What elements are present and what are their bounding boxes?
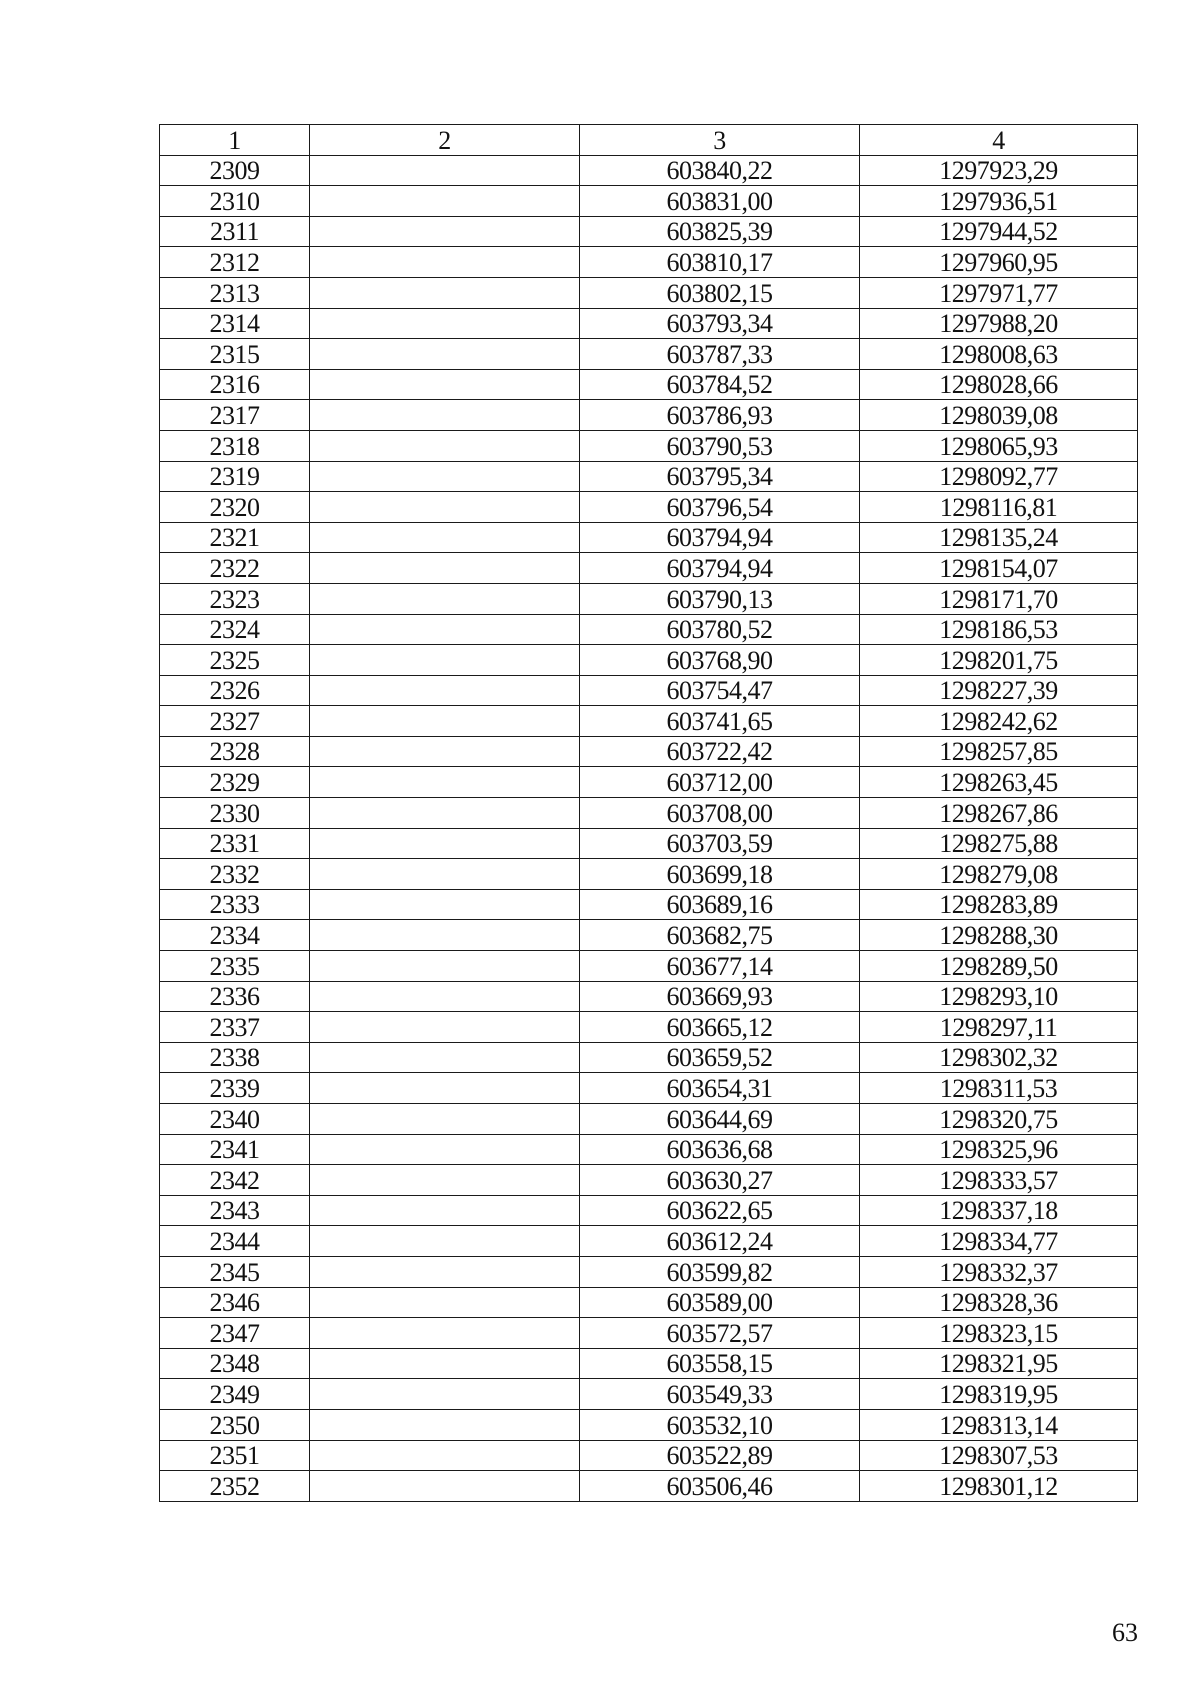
description-cell	[310, 247, 580, 278]
x-coordinate-cell: 603572,57	[580, 1318, 860, 1349]
description-cell	[310, 1165, 580, 1196]
y-coordinate-cell: 1298201,75	[860, 645, 1138, 676]
y-coordinate-cell: 1298328,36	[860, 1287, 1138, 1318]
x-coordinate-cell: 603549,33	[580, 1379, 860, 1410]
x-coordinate-cell: 603669,93	[580, 981, 860, 1012]
y-coordinate-cell: 1298307,53	[860, 1440, 1138, 1471]
table-row	[160, 767, 1138, 798]
x-coordinate-cell: 603506,46	[580, 1471, 860, 1502]
description-cell	[310, 736, 580, 767]
table-row	[160, 492, 1138, 523]
point-number-cell: 2330	[160, 798, 310, 829]
y-coordinate-cell: 1298186,53	[860, 614, 1138, 645]
table-row	[160, 1256, 1138, 1287]
y-coordinate-cell: 1298302,32	[860, 1042, 1138, 1073]
table-header-row	[160, 125, 1138, 156]
y-coordinate-cell: 1298257,85	[860, 736, 1138, 767]
description-cell	[310, 461, 580, 492]
table-row	[160, 1042, 1138, 1073]
description-cell	[310, 339, 580, 370]
y-coordinate-cell: 1298288,30	[860, 920, 1138, 951]
y-coordinate-cell: 1297960,95	[860, 247, 1138, 278]
x-coordinate-cell: 603768,90	[580, 645, 860, 676]
point-number-cell: 2322	[160, 553, 310, 584]
x-coordinate-cell: 603810,17	[580, 247, 860, 278]
x-coordinate-cell: 603780,52	[580, 614, 860, 645]
point-number-cell: 2348	[160, 1348, 310, 1379]
point-number-cell: 2324	[160, 614, 310, 645]
x-coordinate-cell: 603522,89	[580, 1440, 860, 1471]
description-cell	[310, 1348, 580, 1379]
description-cell	[310, 400, 580, 431]
table-row	[160, 1471, 1138, 1502]
description-cell	[310, 1104, 580, 1135]
table-row	[160, 951, 1138, 982]
x-coordinate-cell: 603787,33	[580, 339, 860, 370]
table-row	[160, 614, 1138, 645]
point-number-cell: 2351	[160, 1440, 310, 1471]
x-coordinate-cell: 603708,00	[580, 798, 860, 829]
point-number-cell: 2319	[160, 461, 310, 492]
column-header-2: 2	[310, 125, 580, 156]
point-number-cell: 2337	[160, 1012, 310, 1043]
y-coordinate-cell: 1298135,24	[860, 522, 1138, 553]
column-header-4: 4	[860, 125, 1138, 156]
x-coordinate-cell: 603802,15	[580, 277, 860, 308]
point-number-cell: 2320	[160, 492, 310, 523]
description-cell	[310, 798, 580, 829]
column-header-3: 3	[580, 125, 860, 156]
x-coordinate-cell: 603831,00	[580, 186, 860, 217]
table-row	[160, 1348, 1138, 1379]
y-coordinate-cell: 1297936,51	[860, 186, 1138, 217]
description-cell	[310, 645, 580, 676]
table-row	[160, 1440, 1138, 1471]
y-coordinate-cell: 1298227,39	[860, 675, 1138, 706]
x-coordinate-cell: 603532,10	[580, 1409, 860, 1440]
x-coordinate-cell: 603659,52	[580, 1042, 860, 1073]
y-coordinate-cell: 1298337,18	[860, 1195, 1138, 1226]
x-coordinate-cell: 603699,18	[580, 859, 860, 890]
table-row	[160, 981, 1138, 1012]
y-coordinate-cell: 1298279,08	[860, 859, 1138, 890]
table-row	[160, 553, 1138, 584]
y-coordinate-cell: 1298283,89	[860, 889, 1138, 920]
table-row	[160, 859, 1138, 890]
point-number-cell: 2328	[160, 736, 310, 767]
y-coordinate-cell: 1298065,93	[860, 430, 1138, 461]
description-cell	[310, 492, 580, 523]
y-coordinate-cell: 1298263,45	[860, 767, 1138, 798]
x-coordinate-cell: 603722,42	[580, 736, 860, 767]
table-row	[160, 369, 1138, 400]
y-coordinate-cell: 1298311,53	[860, 1073, 1138, 1104]
y-coordinate-cell: 1298301,12	[860, 1471, 1138, 1502]
coordinates-table	[159, 124, 1138, 1502]
y-coordinate-cell: 1298320,75	[860, 1104, 1138, 1135]
point-number-cell: 2313	[160, 277, 310, 308]
point-number-cell: 2331	[160, 828, 310, 859]
point-number-cell: 2341	[160, 1134, 310, 1165]
description-cell	[310, 675, 580, 706]
y-coordinate-cell: 1298154,07	[860, 553, 1138, 584]
point-number-cell: 2347	[160, 1318, 310, 1349]
point-number-cell: 2323	[160, 583, 310, 614]
table-row	[160, 1165, 1138, 1196]
point-number-cell: 2332	[160, 859, 310, 890]
x-coordinate-cell: 603796,54	[580, 492, 860, 523]
point-number-cell: 2346	[160, 1287, 310, 1318]
point-number-cell: 2315	[160, 339, 310, 370]
point-number-cell: 2342	[160, 1165, 310, 1196]
description-cell	[310, 1226, 580, 1257]
description-cell	[310, 553, 580, 584]
table-row	[160, 339, 1138, 370]
y-coordinate-cell: 1298319,95	[860, 1379, 1138, 1410]
point-number-cell: 2310	[160, 186, 310, 217]
y-coordinate-cell: 1298008,63	[860, 339, 1138, 370]
x-coordinate-cell: 603784,52	[580, 369, 860, 400]
y-coordinate-cell: 1298242,62	[860, 706, 1138, 737]
table-row	[160, 645, 1138, 676]
description-cell	[310, 186, 580, 217]
description-cell	[310, 951, 580, 982]
table-row	[160, 706, 1138, 737]
table-row	[160, 1379, 1138, 1410]
y-coordinate-cell: 1298267,86	[860, 798, 1138, 829]
point-number-cell: 2343	[160, 1195, 310, 1226]
y-coordinate-cell: 1298334,77	[860, 1226, 1138, 1257]
table-row	[160, 1318, 1138, 1349]
point-number-cell: 2311	[160, 216, 310, 247]
table-body	[160, 155, 1138, 1501]
x-coordinate-cell: 603741,65	[580, 706, 860, 737]
point-number-cell: 2321	[160, 522, 310, 553]
description-cell	[310, 1195, 580, 1226]
point-number-cell: 2326	[160, 675, 310, 706]
description-cell	[310, 1042, 580, 1073]
description-cell	[310, 767, 580, 798]
y-coordinate-cell: 1298333,57	[860, 1165, 1138, 1196]
y-coordinate-cell: 1297944,52	[860, 216, 1138, 247]
x-coordinate-cell: 603712,00	[580, 767, 860, 798]
x-coordinate-cell: 603790,53	[580, 430, 860, 461]
point-number-cell: 2344	[160, 1226, 310, 1257]
table-row	[160, 216, 1138, 247]
point-number-cell: 2349	[160, 1379, 310, 1410]
point-number-cell: 2336	[160, 981, 310, 1012]
y-coordinate-cell: 1297988,20	[860, 308, 1138, 339]
table-row	[160, 430, 1138, 461]
table-row	[160, 186, 1138, 217]
page-number: 63	[1112, 1618, 1138, 1647]
y-coordinate-cell: 1298289,50	[860, 951, 1138, 982]
y-coordinate-cell: 1298116,81	[860, 492, 1138, 523]
point-number-cell: 2334	[160, 920, 310, 951]
description-cell	[310, 920, 580, 951]
description-cell	[310, 614, 580, 645]
description-cell	[310, 1440, 580, 1471]
y-coordinate-cell: 1298297,11	[860, 1012, 1138, 1043]
table-row	[160, 1409, 1138, 1440]
table-row	[160, 889, 1138, 920]
y-coordinate-cell: 1298028,66	[860, 369, 1138, 400]
table-row	[160, 583, 1138, 614]
description-cell	[310, 1012, 580, 1043]
table-row	[160, 1226, 1138, 1257]
table-row	[160, 736, 1138, 767]
description-cell	[310, 1134, 580, 1165]
x-coordinate-cell: 603612,24	[580, 1226, 860, 1257]
column-header-1: 1	[160, 125, 310, 156]
table-row	[160, 400, 1138, 431]
point-number-cell: 2317	[160, 400, 310, 431]
x-coordinate-cell: 603589,00	[580, 1287, 860, 1318]
description-cell	[310, 828, 580, 859]
x-coordinate-cell: 603790,13	[580, 583, 860, 614]
x-coordinate-cell: 603840,22	[580, 155, 860, 186]
x-coordinate-cell: 603793,34	[580, 308, 860, 339]
x-coordinate-cell: 603786,93	[580, 400, 860, 431]
table-row	[160, 920, 1138, 951]
point-number-cell: 2338	[160, 1042, 310, 1073]
description-cell	[310, 1409, 580, 1440]
point-number-cell: 2335	[160, 951, 310, 982]
table-row	[160, 1195, 1138, 1226]
y-coordinate-cell: 1298313,14	[860, 1409, 1138, 1440]
x-coordinate-cell: 603794,94	[580, 553, 860, 584]
y-coordinate-cell: 1298039,08	[860, 400, 1138, 431]
table-row	[160, 308, 1138, 339]
x-coordinate-cell: 603794,94	[580, 522, 860, 553]
point-number-cell: 2350	[160, 1409, 310, 1440]
point-number-cell: 2325	[160, 645, 310, 676]
x-coordinate-cell: 603825,39	[580, 216, 860, 247]
description-cell	[310, 369, 580, 400]
description-cell	[310, 1379, 580, 1410]
y-coordinate-cell: 1298171,70	[860, 583, 1138, 614]
y-coordinate-cell: 1298325,96	[860, 1134, 1138, 1165]
table-row	[160, 247, 1138, 278]
description-cell	[310, 1287, 580, 1318]
x-coordinate-cell: 603654,31	[580, 1073, 860, 1104]
description-cell	[310, 1318, 580, 1349]
y-coordinate-cell: 1298275,88	[860, 828, 1138, 859]
point-number-cell: 2309	[160, 155, 310, 186]
point-number-cell: 2327	[160, 706, 310, 737]
x-coordinate-cell: 603754,47	[580, 675, 860, 706]
point-number-cell: 2318	[160, 430, 310, 461]
description-cell	[310, 859, 580, 890]
x-coordinate-cell: 603644,69	[580, 1104, 860, 1135]
table-row	[160, 1287, 1138, 1318]
description-cell	[310, 308, 580, 339]
x-coordinate-cell: 603558,15	[580, 1348, 860, 1379]
x-coordinate-cell: 603599,82	[580, 1256, 860, 1287]
description-cell	[310, 155, 580, 186]
point-number-cell: 2316	[160, 369, 310, 400]
table-row	[160, 155, 1138, 186]
table-row	[160, 798, 1138, 829]
point-number-cell: 2345	[160, 1256, 310, 1287]
description-cell	[310, 583, 580, 614]
x-coordinate-cell: 603682,75	[580, 920, 860, 951]
description-cell	[310, 1073, 580, 1104]
y-coordinate-cell: 1297971,77	[860, 277, 1138, 308]
table-row	[160, 277, 1138, 308]
y-coordinate-cell: 1298092,77	[860, 461, 1138, 492]
x-coordinate-cell: 603622,65	[580, 1195, 860, 1226]
description-cell	[310, 981, 580, 1012]
point-number-cell: 2314	[160, 308, 310, 339]
y-coordinate-cell: 1298293,10	[860, 981, 1138, 1012]
point-number-cell: 2312	[160, 247, 310, 278]
table-row	[160, 461, 1138, 492]
y-coordinate-cell: 1298321,95	[860, 1348, 1138, 1379]
x-coordinate-cell: 603689,16	[580, 889, 860, 920]
description-cell	[310, 1471, 580, 1502]
description-cell	[310, 216, 580, 247]
table-row	[160, 828, 1138, 859]
description-cell	[310, 889, 580, 920]
point-number-cell: 2340	[160, 1104, 310, 1135]
point-number-cell: 2329	[160, 767, 310, 798]
point-number-cell: 2339	[160, 1073, 310, 1104]
point-number-cell: 2333	[160, 889, 310, 920]
y-coordinate-cell: 1298332,37	[860, 1256, 1138, 1287]
table-row	[160, 1134, 1138, 1165]
table-row	[160, 1104, 1138, 1135]
y-coordinate-cell: 1297923,29	[860, 155, 1138, 186]
description-cell	[310, 430, 580, 461]
x-coordinate-cell: 603665,12	[580, 1012, 860, 1043]
y-coordinate-cell: 1298323,15	[860, 1318, 1138, 1349]
x-coordinate-cell: 603795,34	[580, 461, 860, 492]
point-number-cell: 2352	[160, 1471, 310, 1502]
table-row	[160, 1012, 1138, 1043]
description-cell	[310, 277, 580, 308]
table-row	[160, 675, 1138, 706]
description-cell	[310, 522, 580, 553]
table-row	[160, 1073, 1138, 1104]
table-row	[160, 522, 1138, 553]
x-coordinate-cell: 603630,27	[580, 1165, 860, 1196]
x-coordinate-cell: 603703,59	[580, 828, 860, 859]
x-coordinate-cell: 603636,68	[580, 1134, 860, 1165]
description-cell	[310, 1256, 580, 1287]
x-coordinate-cell: 603677,14	[580, 951, 860, 982]
description-cell	[310, 706, 580, 737]
